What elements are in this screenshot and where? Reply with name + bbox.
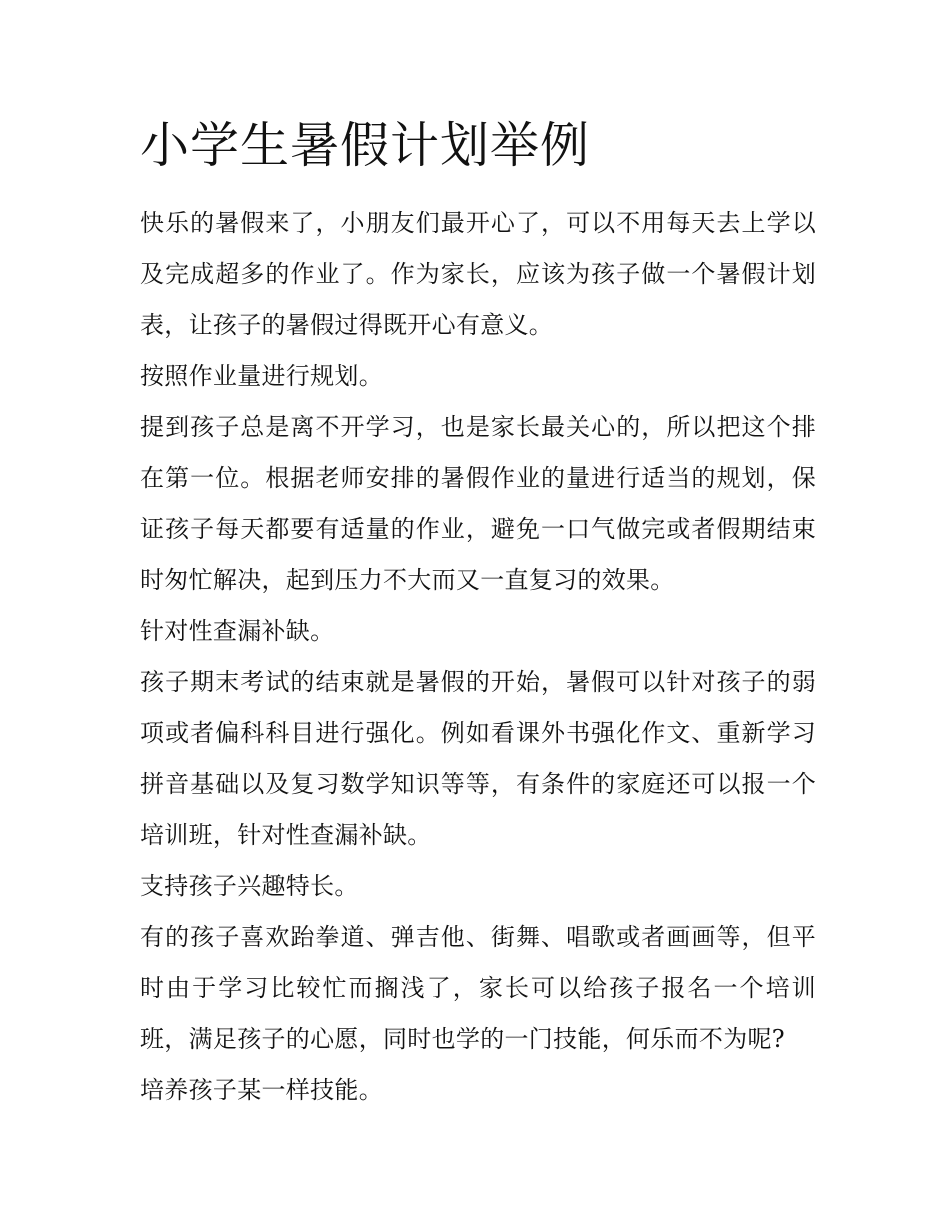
document-body (140, 198, 816, 1116)
heading-fill-gaps: 针对性查漏补缺。 (140, 617, 335, 645)
page-title: 小学生暑假计划举例 (140, 117, 591, 174)
heading-cultivate-skill: 培养孩子某一样技能。 (140, 1076, 383, 1104)
paragraph-fill-gaps: 孩子期末考试的结束就是暑假的开始，暑假可以针对孩子的弱项或者偏科科目进行强化。例如看课外书强化作文、重新学习拼音基础以及复习数学知识等等，有条件的家庭还可以报一个培训班，针对性查漏补缺。 (140, 668, 816, 849)
paragraph-intro: 快乐的暑假来了，小朋友们最开心了，可以不用每天去上学以及完成超多的作业了。作为家长，应该为孩子做一个暑假计划表，让孩子的暑假过得既开心有意义。 (140, 209, 816, 339)
paragraph-homework-plan: 提到孩子总是离不开学习，也是家长最关心的，所以把这个排在第一位。根据老师安排的暑假作业的量进行适当的规划，保证孩子每天都要有适量的作业，避免一口气做完或者假期结束时匆忙解决，起到压力不大而又一直复习的效果。 (140, 413, 816, 594)
heading-homework-plan: 按照作业量进行规划。 (140, 362, 383, 390)
heading-support-interests: 支持孩子兴趣特长。 (140, 872, 359, 900)
paragraph-support-interests: 有的孩子喜欢跆拳道、弹吉他、街舞、唱歌或者画画等，但平时由于学习比较忙而搁浅了，家长可以给孩子报名一个培训班，满足孩子的心愿，同时也学的一门技能，何乐而不为呢? (140, 923, 816, 1053)
